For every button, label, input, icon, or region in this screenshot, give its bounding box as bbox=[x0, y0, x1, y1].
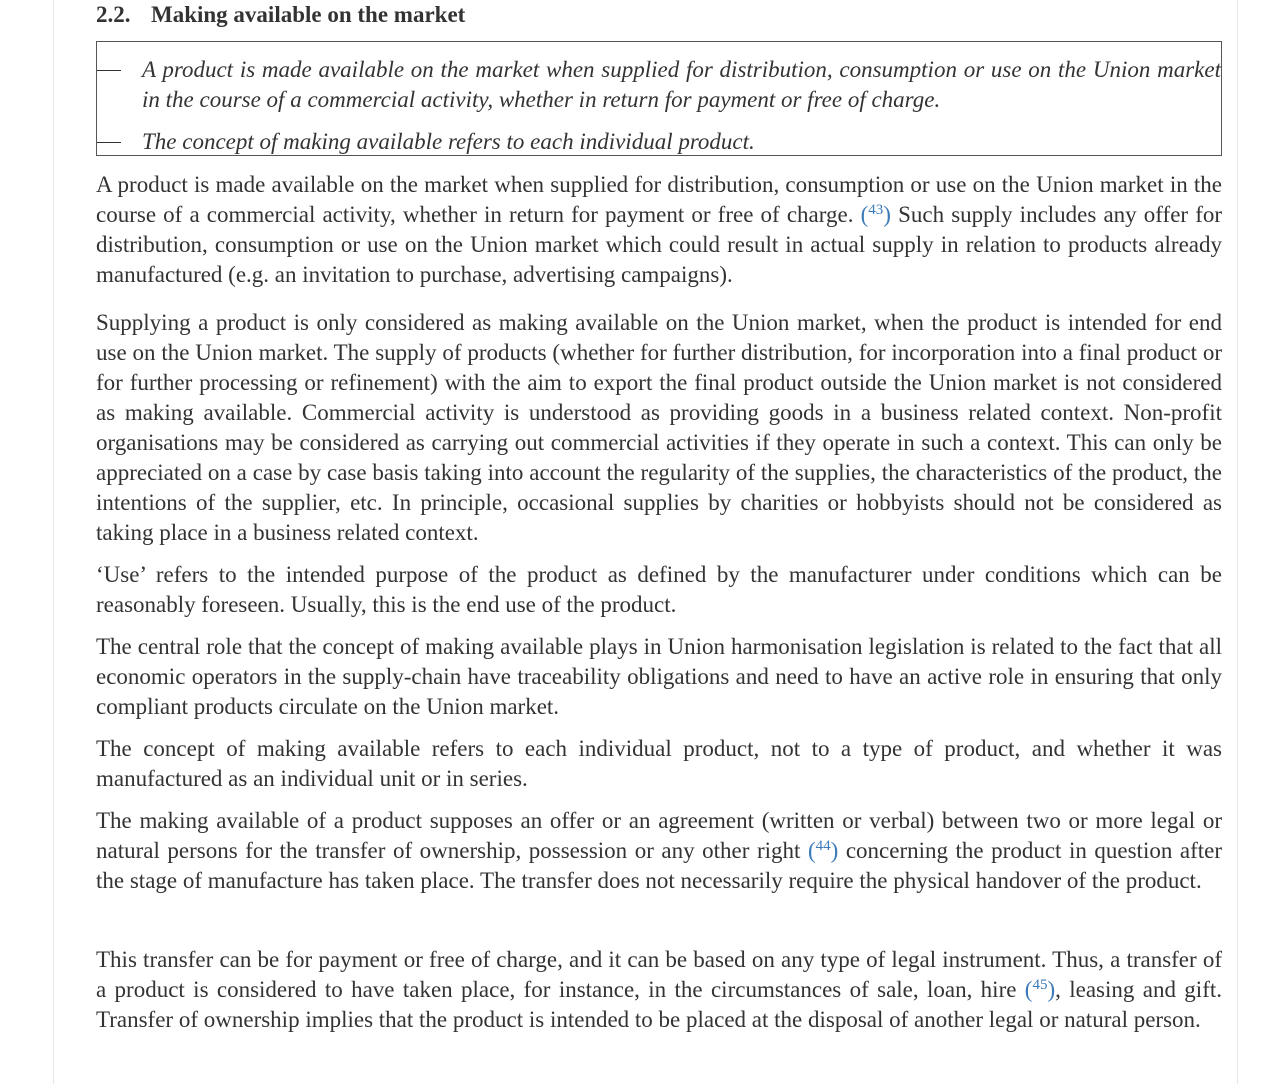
summary-box bbox=[96, 41, 1222, 156]
footnote-link[interactable]: ($^{44}$) bbox=[807, 838, 839, 863]
summary-item bbox=[142, 55, 1221, 115]
dash-bullet-icon bbox=[97, 142, 121, 143]
paragraph bbox=[96, 170, 1222, 290]
paragraph bbox=[96, 734, 1222, 794]
paragraph-text: The concept of making available refers to each individual product, not to a type of product, and whether it was manufactured as an individual unit or in series. bbox=[96, 736, 1222, 791]
dash-bullet-icon bbox=[97, 70, 121, 71]
paragraph bbox=[96, 308, 1222, 548]
paragraph-text: concerning the product in question after the stage of manufacture has taken place. The transfer does not necessarily require the physical handover of the product. bbox=[96, 838, 1223, 893]
paragraph-text: , leasing and gift. Transfer of ownership implies that the product is intended to be placed at the disposal of another legal or natural person. bbox=[96, 977, 1222, 1032]
paragraph bbox=[96, 806, 1222, 896]
footnote-link[interactable]: ($^{43}$) bbox=[860, 202, 891, 227]
section-title: Making available on the market bbox=[151, 2, 466, 27]
summary-text: A product is made available on the market when supplied for distribution, consumption or use on the Union market in the course of a commercial activity, whether in return for payment or free of charge. bbox=[142, 57, 1221, 112]
footnote-number: 44 bbox=[815, 838, 831, 854]
section-number: 2.2. bbox=[96, 2, 131, 27]
paragraph-text: ‘Use’ refers to the intended purpose of the product as defined by the manufacturer under conditions which can be reasonably foreseen. Usually, this is the end use of the product. bbox=[96, 562, 1222, 617]
paragraph bbox=[96, 560, 1222, 620]
paragraph bbox=[96, 945, 1222, 1035]
paragraph bbox=[96, 632, 1222, 722]
summary-item bbox=[142, 127, 1221, 157]
paragraph-text: Supplying a product is only considered as making available on the Union market, when the product is intended for end use on the Union market. The supply of products (whether for further distribution, for incorporation into a final product or for further processing or refinement) with the aim to export the final product outside the Union market is not considered as making available. Commercial activity is understood as providing goods in a business related context. Non-profit organisations may be considered as carrying out commercial activities if they operate in such a context. This can only be appreciated on a case by case basis taking into account the regularity of the supplies, the characteristics of the product, the intentions of the supplier, etc. In principle, occasional supplies by charities or hobbyists should not be considered as taking place in a business related context. bbox=[96, 310, 1222, 545]
paragraph-text: This transfer can be for payment or free of charge, and it can be based on any type of legal instrument. Thus, a transfer of a product is considered to have taken place, for instance, in the circumstances of sale, loan, hire bbox=[96, 947, 1222, 1002]
paragraph-text: The central role that the concept of making available plays in Union harmonisation legislation is related to the fact that all economic operators in the supply-chain have traceability obligations and need to have an active role in ensuring that only compliant products circulate on the Union market. bbox=[96, 634, 1222, 719]
paragraph-text: The making available of a product supposes an offer or an agreement (written or verbal) between two or more legal or natural persons for the transfer of ownership, possession or any other right bbox=[96, 808, 1222, 863]
section-heading bbox=[96, 1, 1222, 31]
paragraph-text: A product is made available on the market when supplied for distribution, consumption or use on the Union market in the course of a commercial activity, whether in return for payment or free of charge. bbox=[96, 172, 1222, 227]
footnote-number: 43 bbox=[868, 202, 884, 218]
summary-text: The concept of making available refers to each individual product. bbox=[142, 129, 755, 154]
footnote-number: 45 bbox=[1032, 977, 1048, 993]
paragraph-text: Such supply includes any offer for distribution, consumption or use on the Union market which could result in actual supply in relation to products already manufactured (e.g. an invitation to purchase, advertising campaigns). bbox=[96, 202, 1223, 287]
footnote-link[interactable]: ($^{45}$) bbox=[1024, 977, 1056, 1002]
